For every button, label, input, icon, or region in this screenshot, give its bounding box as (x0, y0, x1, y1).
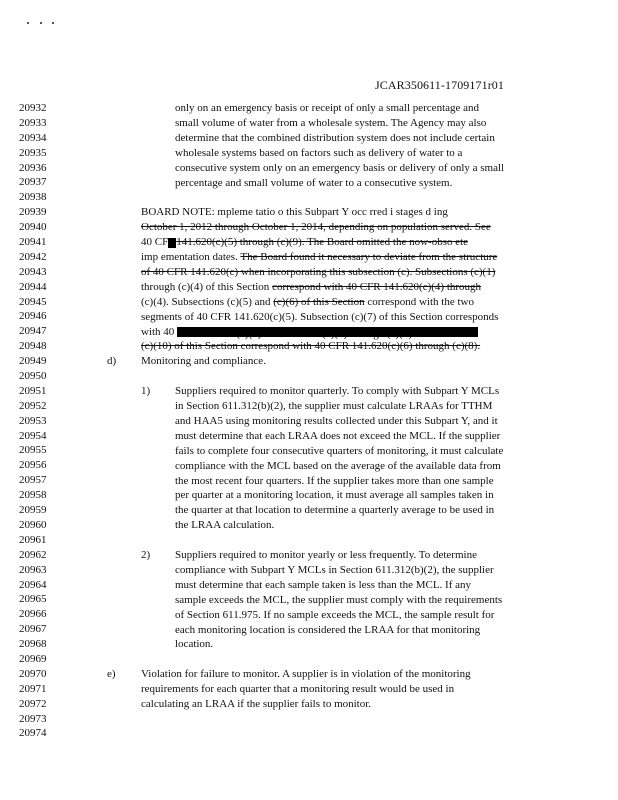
line-number-column (19, 101, 47, 741)
body-line: wholesale systems based on factors such as delivery of water to a (175, 146, 463, 159)
body-line: and HAA5 using monitoring results collected under this Subpart Y, and it (175, 414, 498, 427)
section-e-label: e) (107, 668, 116, 681)
body-line: compliance with the MCL based on the average of the available data from (175, 459, 501, 472)
line-number: 20945 (19, 295, 47, 308)
item-2-label: 2) (141, 549, 151, 561)
line-number: 20936 (19, 161, 47, 174)
line-number: 20951 (19, 384, 47, 397)
line-number: 20962 (19, 548, 47, 561)
body-line: only on an emergency basis or receipt of only a small percentage and (175, 102, 480, 114)
body-line: each monitoring location is considered the LRAA for that monitoring (175, 623, 481, 636)
line-number: 20933 (19, 116, 47, 129)
document-id: JCAR350611-1709171r01 (375, 78, 504, 92)
section-d-label: d) (107, 355, 117, 368)
line-number: 20964 (19, 578, 47, 591)
line-number: 20956 (19, 459, 47, 472)
line-number: 20939 (19, 206, 47, 219)
line-number: 20942 (19, 250, 47, 263)
line-number: 20952 (19, 399, 47, 412)
line-number: 20943 (19, 265, 47, 278)
board-note-line: with 40 CFR 141.620(c)(6). Subsections (c)(8) through (c)(9) of this Section (141, 325, 479, 340)
line-number: 20953 (19, 414, 47, 427)
body-line: must determine that each LRAA does not exceed the MCL. If the supplier (175, 429, 501, 442)
body-line: the quarter at that location to determine a quarterly average to be used in (175, 504, 495, 517)
struck-text: (c)(6) of this Section (273, 295, 365, 308)
body-line: Suppliers required to monitor quarterly. To comply with Subpart Y MCLs (175, 385, 500, 398)
board-note-line: 40 CF 141.620(c)(5) through (c)(9). The Board omitted the now-obso ete (141, 236, 469, 249)
line-number: 20957 (19, 474, 47, 487)
line-number: 20944 (19, 280, 47, 293)
line-number: 20932 (19, 102, 47, 114)
line-number: 20935 (19, 146, 47, 159)
line-number: 20937 (19, 176, 47, 189)
body-line: Suppliers required to monitor yearly or less frequently. To determine (175, 549, 477, 561)
line-number: 20967 (19, 623, 47, 636)
redaction-bar: CFR 141.620(c)(6). Subsections (c)(8) through (c)(9) of this Section (177, 327, 479, 340)
line-number: 20965 (19, 593, 47, 606)
body-line: requirements for each quarter that a monitoring result would be used in (141, 683, 455, 696)
line-number: 20966 (19, 608, 47, 621)
struck-text: (c)(10) of this Section correspond with 40 CFR 141.620(c)(6) through (c)(8). (141, 340, 481, 353)
line-number: 20971 (19, 682, 47, 695)
line-number: 20970 (19, 667, 47, 680)
line-number: 20969 (19, 652, 47, 665)
line-number: 20959 (19, 504, 47, 517)
body-line: fails to complete four consecutive quarters of monitoring, it must calculate (175, 444, 504, 457)
line-number: 20940 (19, 221, 47, 234)
body-line: per quarter at a monitoring location, it must average all samples taken in (175, 489, 494, 502)
body-line: Violation for failure to monitor. A supplier is in violation of the monitoring (141, 668, 471, 681)
body-line: percentage and small volume of water to a consecutive system. (175, 176, 453, 189)
body-line: must determine that each sample taken is less than the MCL. If any (175, 578, 472, 591)
struck-text: of 40 CFR 141.620(c) when incorporating this subsection (c). Subsections (c)(1) (141, 265, 496, 278)
board-note-line: through (c)(4) of this Section correspond with 40 CFR 141.620(c)(4) through (141, 280, 482, 293)
line-number: 20963 (19, 563, 47, 576)
line-number: 20938 (19, 191, 47, 204)
board-note-line (141, 265, 495, 280)
body-line: location. (175, 638, 214, 651)
line-number: 20954 (19, 429, 47, 442)
line-number: 20973 (19, 712, 47, 725)
scan-mark (27, 22, 29, 24)
board-note-line: segments of 40 CFR 141.620(c)(5). Subsection (c)(7) of this Section corresponds (141, 310, 499, 323)
body-line: in Section 611.312(b)(2), the supplier must calculate LRAAs for TTHM (175, 400, 493, 412)
struck-text: The Board found it necessary to deviate from the structure (240, 251, 498, 263)
line-number: 20958 (19, 489, 47, 502)
line-number: 20934 (19, 131, 47, 144)
scan-mark (52, 22, 54, 24)
line-number: 20960 (19, 518, 47, 531)
board-note-line (141, 220, 491, 235)
board-note-line: imp ementation dates. The Board found it necessary to deviate from the structure (141, 251, 498, 263)
body-line: determine that the combined distribution system does not include certain (175, 131, 495, 144)
body-line: consecutive system only on an emergency basis or delivery of only a small (175, 161, 505, 174)
body-line: of Section 611.975. If no sample exceeds the MCL, the sample result for (175, 608, 495, 621)
line-number: 20949 (19, 355, 47, 368)
struck-text: correspond with 40 CFR 141.620(c)(4) through (272, 280, 482, 293)
item-1-label: 1) (141, 385, 151, 398)
board-note-line: BOARD NOTE: mpleme tatio o this Subpart Y occ rred i stages d ing (141, 206, 448, 219)
line-number: 20946 (19, 310, 47, 323)
line-number: 20948 (19, 340, 47, 353)
line-number: 20950 (19, 370, 47, 383)
scan-mark (40, 22, 42, 24)
body-line: sample exceeds the MCL, the supplier must comply with the requirements (175, 593, 503, 606)
line-number: 20947 (19, 325, 47, 338)
body-line: the LRAA calculation. (175, 519, 275, 532)
line-number: 20968 (19, 638, 47, 651)
line-number: 20972 (19, 697, 47, 710)
body-line: compliance with Subpart Y MCLs in Section 611.312(b)(2), the supplier (175, 563, 494, 576)
body-line: the most recent four quarters. If the supplier takes more than one sample (175, 474, 494, 487)
line-number: 20974 (19, 727, 47, 740)
line-number: 20955 (19, 444, 47, 457)
section-d-title: Monitoring and compliance. (141, 355, 266, 368)
line-number: 20941 (19, 236, 47, 249)
body-line: calculating an LRAA if the supplier fails to monitor. (141, 698, 372, 710)
body-line: small volume of water from a wholesale system. The Agency may also (175, 116, 487, 129)
struck-text: October 1, 2012 through October 1, 2014, depending on population served. See (141, 221, 491, 234)
board-note-line (141, 339, 480, 354)
line-number: 20961 (19, 533, 47, 546)
board-note-line: (c)(4). Subsections (c)(5) and (c)(6) of this Section correspond with the two (141, 295, 474, 308)
